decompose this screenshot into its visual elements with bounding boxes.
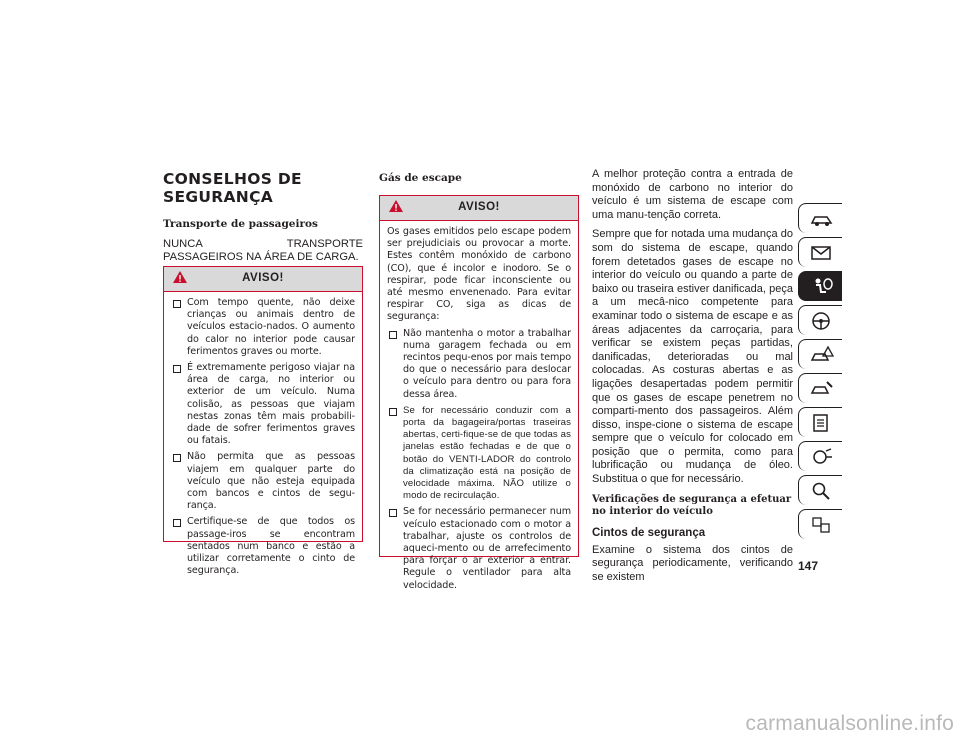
nav-tab-vehicle[interactable] bbox=[798, 203, 842, 233]
warning-body bbox=[380, 221, 578, 602]
language-icon bbox=[809, 514, 835, 536]
airbag-seat-icon bbox=[809, 276, 835, 298]
warning-item: Com tempo quente, não deixe crianças ou animais dentro de veículos estacio-nados. O aumento do calor no interior pode causar ferimentos graves ou morte. bbox=[171, 297, 355, 358]
nav-tab-safety[interactable] bbox=[798, 271, 842, 301]
warning-item: Se for necessário conduzir com a porta da bagageira/portas traseiras abertas, certi-fique-se de que todas as janelas estão fechadas e de que o botão do VENTI-LADOR do controlo da climatização está na posição de velocidade máxima. NÃO utilize o modo de recirculação. bbox=[387, 405, 571, 503]
watermark: carmanualsonline.info bbox=[745, 712, 954, 735]
bullet-box-icon bbox=[389, 509, 397, 517]
warning-body bbox=[164, 292, 362, 587]
nav-tab-language[interactable] bbox=[798, 509, 842, 539]
nav-tab-multimedia[interactable] bbox=[798, 441, 842, 471]
nav-tab-specifications[interactable] bbox=[798, 407, 842, 437]
subheading-passengers: Transporte de passageiros bbox=[163, 218, 318, 230]
warning-item: É extremamente perigoso viajar na área de carga, no interior ou exterior de um veículo. Numa colisão, as pessoas que viajam nestas zonas têm mais probabili-dade de sofrer ferimentos graves ou fatais. bbox=[171, 362, 355, 447]
section-title bbox=[163, 170, 373, 206]
bullet-box-icon bbox=[173, 454, 181, 462]
warning-header bbox=[380, 196, 578, 221]
page-number: 147 bbox=[798, 559, 819, 573]
warning-item: Certifique-se de que todos os passage-iros se encontram sentados num banco e estão a utilizar corretamente o cinto de segurança. bbox=[171, 516, 355, 577]
paragraph-protection: A melhor proteção contra a entrada de monóxido de carbono no interior do veículo é um sistema de escape com uma manu-tenção correta. bbox=[592, 168, 793, 221]
intro-text: NUNCA TRANSPORTE PASSAGEIROS NA ÁREA DE CARGA. bbox=[163, 238, 363, 263]
nav-tab-index[interactable] bbox=[798, 475, 842, 505]
nav-tab-messages[interactable] bbox=[798, 237, 842, 267]
nav-tab-driving[interactable] bbox=[798, 305, 842, 335]
warning-intro: Os gases emitidos pelo escape podem ser prejudiciais ou provocar a morte. Estes contêm monóxido de carbono (CO), que é incolor e inodoro. Se o respirar, pode ficar inconsciente ou até mesmo envenenado. Para evitar respirar CO, siga as dicas de segurança: bbox=[387, 226, 571, 323]
warning-item: Não mantenha o motor a trabalhar numa garagem fechada ou em recintos pequ-enos por mais tempo do que o necessário para deslocar o veículo para dentro ou para fora dessa área. bbox=[387, 328, 571, 401]
warning-item: Não permita que as pessoas viajem em qualquer parte do veículo que não esteja equipada com bancos e cintos de segu-rança. bbox=[171, 451, 355, 512]
car-service-icon bbox=[809, 378, 835, 400]
bullet-box-icon bbox=[173, 300, 181, 308]
nav-tab-service[interactable] bbox=[798, 373, 842, 403]
car-dashboard-icon bbox=[809, 208, 835, 230]
bullet-box-icon bbox=[389, 408, 397, 416]
maintenance-checklist-icon bbox=[809, 412, 835, 434]
bullet-box-icon bbox=[389, 331, 397, 339]
warning-box-passengers bbox=[163, 266, 363, 577]
subheading-exhaust: Gás de escape bbox=[379, 172, 462, 184]
bullet-box-icon bbox=[173, 519, 181, 527]
warning-title: AVISO! bbox=[458, 201, 500, 213]
nav-tab-emergency[interactable] bbox=[798, 339, 842, 369]
paragraph-seat-belts: Examine o sistema dos cintos de segurança periodicamente, verificando se existem bbox=[592, 543, 793, 583]
section-title-line1: CONSELHOS DE bbox=[163, 170, 302, 188]
steering-wheel-icon bbox=[809, 310, 835, 332]
bullet-box-icon bbox=[173, 365, 181, 373]
multimedia-icon bbox=[809, 446, 835, 468]
warning-box-exhaust bbox=[379, 195, 579, 591]
paragraph-exhaust-inspection: Sempre que for notada uma mudança do som do sistema de escape, quando forem detetados gases de escape no interior do veículo ou quando a parte de baixo ou traseira estiver danificada, peça a um mecâ-nico competente para examinar todo o sistema de escape e as áreas adjacentes da carroçaria, para verificar se existem peças partidas, danificadas, deterioradas ou mal colocadas. As costuras abertas e as ligações desapertadas podem permitir que os gases de escape penetrem no comparti-mento dos passageiros. Além disso, inspe-cione o sistema de escape sempre que o veículo for colocado em posição que o permita, como para lubrificação ou mudança de óleo. Substitua o que for necessário. bbox=[592, 228, 793, 486]
roadside-warning-icon bbox=[809, 344, 835, 366]
subheading-seat-belts: Cintos de segurança bbox=[592, 526, 706, 539]
message-warning-icon bbox=[809, 242, 835, 264]
warning-title: AVISO! bbox=[242, 272, 284, 284]
column-3 bbox=[592, 168, 793, 584]
section-title-line2: SEGURANÇA bbox=[163, 188, 274, 206]
warning-header bbox=[164, 267, 362, 292]
warning-item: Se for necessário permanecer num veículo estacionado com o motor a trabalhar, ajuste os controlos de aqueci-mento ou de arrefecimento para forçar o ar exterior a entrar. Regule o ventilador para alta velocidade. bbox=[387, 506, 571, 591]
subheading-safety-checks: Verificações de segurança a efetuar no interior do veículo bbox=[592, 493, 792, 518]
search-index-icon bbox=[809, 480, 835, 502]
chapter-nav bbox=[798, 203, 842, 543]
